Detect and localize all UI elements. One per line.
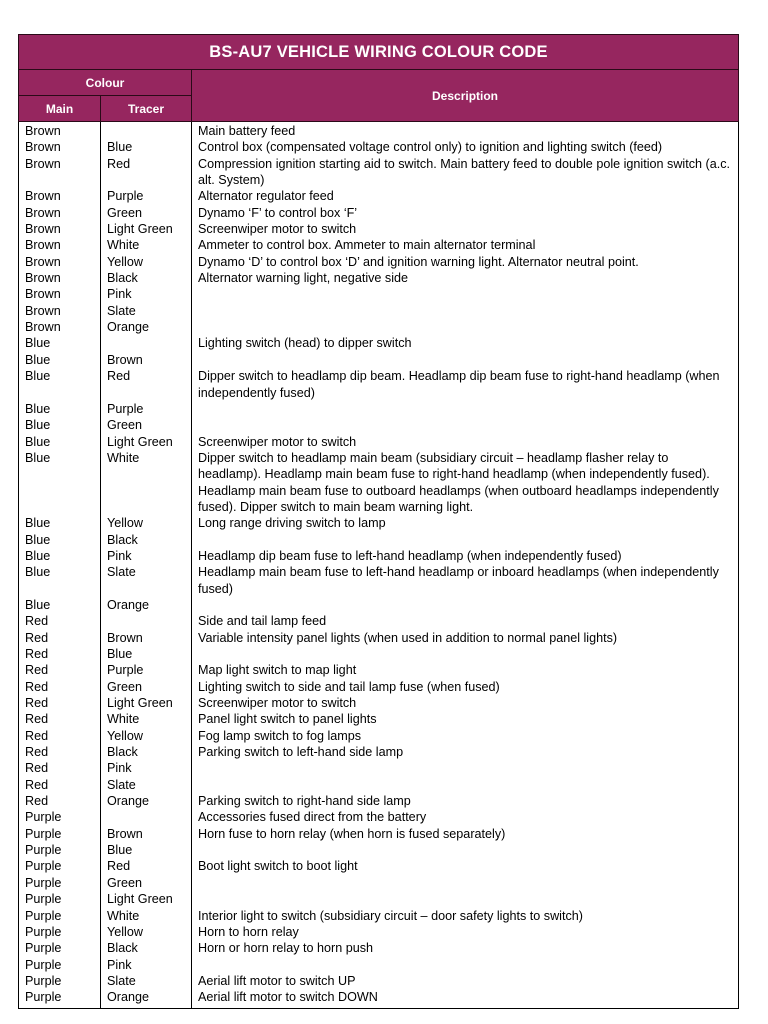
tracer-colour-cell: Blue bbox=[101, 139, 192, 155]
tracer-colour-cell: Purple bbox=[101, 662, 192, 678]
description-cell bbox=[192, 417, 739, 433]
table-row bbox=[19, 319, 739, 335]
main-colour-cell: Red bbox=[19, 695, 101, 711]
tracer-colour-cell: Black bbox=[101, 744, 192, 760]
description-cell: Accessories fused direct from the battery bbox=[192, 809, 739, 825]
tracer-colour-cell: Yellow bbox=[101, 924, 192, 940]
table-row bbox=[19, 728, 739, 744]
main-colour-cell: Brown bbox=[19, 139, 101, 155]
tracer-colour-cell bbox=[101, 809, 192, 825]
tracer-colour-cell: White bbox=[101, 908, 192, 924]
tracer-colour-cell bbox=[101, 613, 192, 629]
main-colour-cell: Purple bbox=[19, 924, 101, 940]
tracer-colour-cell: Slate bbox=[101, 973, 192, 989]
table-row bbox=[19, 434, 739, 450]
main-colour-cell: Blue bbox=[19, 368, 101, 401]
table-row bbox=[19, 662, 739, 678]
table-row bbox=[19, 417, 739, 433]
table-row bbox=[19, 908, 739, 924]
table-row bbox=[19, 940, 739, 956]
table-row bbox=[19, 450, 739, 515]
main-header: Main bbox=[19, 96, 101, 122]
main-colour-cell: Purple bbox=[19, 809, 101, 825]
main-colour-cell: Brown bbox=[19, 319, 101, 335]
description-cell: Aerial lift motor to switch UP bbox=[192, 973, 739, 989]
tracer-colour-cell: Blue bbox=[101, 842, 192, 858]
table-row bbox=[19, 989, 739, 1008]
colour-group-header: Colour bbox=[19, 70, 192, 96]
main-colour-cell: Purple bbox=[19, 973, 101, 989]
tracer-colour-cell: White bbox=[101, 450, 192, 515]
description-cell: Dipper switch to headlamp dip beam. Headlamp dip beam fuse to right-hand headlamp (when independently fused) bbox=[192, 368, 739, 401]
table-row bbox=[19, 515, 739, 531]
description-header: Description bbox=[192, 70, 739, 122]
main-colour-cell: Blue bbox=[19, 548, 101, 564]
description-cell bbox=[192, 760, 739, 776]
tracer-colour-cell: Green bbox=[101, 205, 192, 221]
main-colour-cell: Purple bbox=[19, 957, 101, 973]
tracer-colour-cell: Pink bbox=[101, 760, 192, 776]
description-cell: Dynamo ‘D’ to control box ‘D’ and ignition warning light. Alternator neutral point. bbox=[192, 254, 739, 270]
description-cell: Alternator regulator feed bbox=[192, 188, 739, 204]
table-row bbox=[19, 401, 739, 417]
main-colour-cell: Blue bbox=[19, 532, 101, 548]
description-cell bbox=[192, 532, 739, 548]
main-colour-cell: Red bbox=[19, 662, 101, 678]
table-row bbox=[19, 630, 739, 646]
tracer-colour-cell: Red bbox=[101, 368, 192, 401]
tracer-colour-cell: Brown bbox=[101, 630, 192, 646]
main-colour-cell: Purple bbox=[19, 842, 101, 858]
description-cell: Headlamp dip beam fuse to left-hand headlamp (when independently fused) bbox=[192, 548, 739, 564]
main-colour-cell: Red bbox=[19, 613, 101, 629]
main-colour-cell: Purple bbox=[19, 875, 101, 891]
table-row bbox=[19, 973, 739, 989]
description-cell: Screenwiper motor to switch bbox=[192, 695, 739, 711]
main-colour-cell: Brown bbox=[19, 254, 101, 270]
tracer-header: Tracer bbox=[101, 96, 192, 122]
tracer-colour-cell bbox=[101, 122, 192, 140]
description-cell: Main battery feed bbox=[192, 122, 739, 140]
table-row bbox=[19, 597, 739, 613]
table-row bbox=[19, 221, 739, 237]
table-row bbox=[19, 793, 739, 809]
tracer-colour-cell: Brown bbox=[101, 826, 192, 842]
main-colour-cell: Brown bbox=[19, 156, 101, 189]
table-row bbox=[19, 760, 739, 776]
tracer-colour-cell: Green bbox=[101, 875, 192, 891]
main-colour-cell: Blue bbox=[19, 335, 101, 351]
main-colour-cell: Red bbox=[19, 728, 101, 744]
main-colour-cell: Blue bbox=[19, 450, 101, 515]
description-cell: Lighting switch (head) to dipper switch bbox=[192, 335, 739, 351]
tracer-colour-cell: Light Green bbox=[101, 434, 192, 450]
description-cell: Dynamo ‘F’ to control box ‘F’ bbox=[192, 205, 739, 221]
table-row bbox=[19, 695, 739, 711]
main-colour-cell: Purple bbox=[19, 940, 101, 956]
tracer-colour-cell: Yellow bbox=[101, 728, 192, 744]
tracer-colour-cell: Black bbox=[101, 532, 192, 548]
table-row bbox=[19, 777, 739, 793]
main-colour-cell: Brown bbox=[19, 270, 101, 286]
table-row bbox=[19, 826, 739, 842]
description-cell: Horn to horn relay bbox=[192, 924, 739, 940]
table-row bbox=[19, 744, 739, 760]
description-cell: Dipper switch to headlamp main beam (subsidiary circuit – headlamp flasher relay to headlamp). Headlamp main beam fuse to right-hand headlamp (when independently fused). Headlamp main beam fuse to outboard headlamps (when outboard headlamps independently fused). Dipper switch to main beam warning light. bbox=[192, 450, 739, 515]
tracer-colour-cell: Black bbox=[101, 940, 192, 956]
description-cell: Lighting switch to side and tail lamp fuse (when fused) bbox=[192, 679, 739, 695]
tracer-colour-cell: Pink bbox=[101, 286, 192, 302]
description-cell bbox=[192, 352, 739, 368]
tracer-colour-cell: Blue bbox=[101, 646, 192, 662]
table-row bbox=[19, 875, 739, 891]
description-cell bbox=[192, 646, 739, 662]
description-cell: Horn or horn relay to horn push bbox=[192, 940, 739, 956]
tracer-colour-cell: Brown bbox=[101, 352, 192, 368]
main-colour-cell: Purple bbox=[19, 826, 101, 842]
table-row bbox=[19, 646, 739, 662]
tracer-colour-cell: White bbox=[101, 237, 192, 253]
tracer-colour-cell: Light Green bbox=[101, 221, 192, 237]
tracer-colour-cell: Light Green bbox=[101, 891, 192, 907]
description-cell: Screenwiper motor to switch bbox=[192, 221, 739, 237]
tracer-colour-cell: Orange bbox=[101, 793, 192, 809]
table-row bbox=[19, 368, 739, 401]
description-cell bbox=[192, 891, 739, 907]
description-cell: Headlamp main beam fuse to left-hand headlamp or inboard headlamps (when independently fused) bbox=[192, 564, 739, 597]
main-colour-cell: Red bbox=[19, 744, 101, 760]
table-row bbox=[19, 205, 739, 221]
main-colour-cell: Brown bbox=[19, 188, 101, 204]
description-cell: Interior light to switch (subsidiary circuit – door safety lights to switch) bbox=[192, 908, 739, 924]
description-cell bbox=[192, 842, 739, 858]
tracer-colour-cell: Black bbox=[101, 270, 192, 286]
table-row bbox=[19, 809, 739, 825]
main-colour-cell: Blue bbox=[19, 352, 101, 368]
main-colour-cell: Blue bbox=[19, 515, 101, 531]
main-colour-cell: Red bbox=[19, 646, 101, 662]
description-cell: Side and tail lamp feed bbox=[192, 613, 739, 629]
tracer-colour-cell: Slate bbox=[101, 303, 192, 319]
main-colour-cell: Brown bbox=[19, 286, 101, 302]
table-row bbox=[19, 254, 739, 270]
description-cell bbox=[192, 303, 739, 319]
tracer-colour-cell: Purple bbox=[101, 401, 192, 417]
tracer-colour-cell: Slate bbox=[101, 564, 192, 597]
description-cell: Map light switch to map light bbox=[192, 662, 739, 678]
table-row bbox=[19, 613, 739, 629]
main-colour-cell: Blue bbox=[19, 564, 101, 597]
tracer-colour-cell bbox=[101, 335, 192, 351]
main-colour-cell: Brown bbox=[19, 221, 101, 237]
description-cell: Control box (compensated voltage control only) to ignition and lighting switch (feed) bbox=[192, 139, 739, 155]
main-colour-cell: Red bbox=[19, 711, 101, 727]
main-colour-cell: Red bbox=[19, 793, 101, 809]
tracer-colour-cell: Light Green bbox=[101, 695, 192, 711]
table-row bbox=[19, 156, 739, 189]
description-cell: Alternator warning light, negative side bbox=[192, 270, 739, 286]
description-cell: Screenwiper motor to switch bbox=[192, 434, 739, 450]
description-cell bbox=[192, 286, 739, 302]
table-row bbox=[19, 679, 739, 695]
table-row bbox=[19, 957, 739, 973]
main-colour-cell: Purple bbox=[19, 908, 101, 924]
main-colour-cell: Blue bbox=[19, 597, 101, 613]
tracer-colour-cell: Pink bbox=[101, 548, 192, 564]
main-colour-cell: Purple bbox=[19, 858, 101, 874]
wiring-colour-code-sheet bbox=[18, 34, 738, 1009]
main-colour-cell: Brown bbox=[19, 237, 101, 253]
description-cell bbox=[192, 597, 739, 613]
description-cell bbox=[192, 401, 739, 417]
description-cell: Parking switch to right-hand side lamp bbox=[192, 793, 739, 809]
tracer-colour-cell: Orange bbox=[101, 597, 192, 613]
description-cell: Boot light switch to boot light bbox=[192, 858, 739, 874]
main-colour-cell: Red bbox=[19, 777, 101, 793]
table-row bbox=[19, 303, 739, 319]
description-cell: Variable intensity panel lights (when used in addition to normal panel lights) bbox=[192, 630, 739, 646]
table-row bbox=[19, 139, 739, 155]
tracer-colour-cell: Red bbox=[101, 156, 192, 189]
tracer-colour-cell: Green bbox=[101, 417, 192, 433]
tracer-colour-cell: Orange bbox=[101, 989, 192, 1008]
table-row bbox=[19, 842, 739, 858]
table-row bbox=[19, 532, 739, 548]
document-title-text: BS-AU7 VEHICLE WIRING COLOUR CODE bbox=[209, 42, 548, 61]
table-body bbox=[19, 122, 739, 1009]
main-colour-cell: Red bbox=[19, 679, 101, 695]
tracer-colour-cell: Orange bbox=[101, 319, 192, 335]
table-row bbox=[19, 352, 739, 368]
tracer-colour-cell: Purple bbox=[101, 188, 192, 204]
main-colour-cell: Blue bbox=[19, 434, 101, 450]
description-cell bbox=[192, 957, 739, 973]
main-colour-cell: Blue bbox=[19, 401, 101, 417]
wiring-colour-table bbox=[18, 34, 739, 1009]
table-row bbox=[19, 564, 739, 597]
main-colour-cell: Purple bbox=[19, 891, 101, 907]
main-colour-cell: Purple bbox=[19, 989, 101, 1008]
table-row bbox=[19, 237, 739, 253]
tracer-colour-cell: Red bbox=[101, 858, 192, 874]
table-row bbox=[19, 286, 739, 302]
table-row bbox=[19, 548, 739, 564]
description-cell bbox=[192, 319, 739, 335]
table-row bbox=[19, 122, 739, 140]
tracer-colour-cell: Yellow bbox=[101, 254, 192, 270]
tracer-colour-cell: Pink bbox=[101, 957, 192, 973]
main-colour-cell: Red bbox=[19, 760, 101, 776]
main-colour-cell: Brown bbox=[19, 122, 101, 140]
description-cell: Panel light switch to panel lights bbox=[192, 711, 739, 727]
description-cell: Ammeter to control box. Ammeter to main alternator terminal bbox=[192, 237, 739, 253]
main-colour-cell: Brown bbox=[19, 303, 101, 319]
main-colour-cell: Red bbox=[19, 630, 101, 646]
description-cell bbox=[192, 777, 739, 793]
description-cell: Aerial lift motor to switch DOWN bbox=[192, 989, 739, 1008]
tracer-colour-cell: White bbox=[101, 711, 192, 727]
table-row bbox=[19, 924, 739, 940]
document-title bbox=[19, 35, 739, 70]
table-row bbox=[19, 858, 739, 874]
main-colour-cell: Blue bbox=[19, 417, 101, 433]
tracer-colour-cell: Yellow bbox=[101, 515, 192, 531]
table-row bbox=[19, 891, 739, 907]
table-row bbox=[19, 335, 739, 351]
table-row bbox=[19, 270, 739, 286]
description-cell bbox=[192, 875, 739, 891]
description-cell: Compression ignition starting aid to switch. Main battery feed to double pole ignition switch (a.c. alt. System) bbox=[192, 156, 739, 189]
tracer-colour-cell: Slate bbox=[101, 777, 192, 793]
tracer-colour-cell: Green bbox=[101, 679, 192, 695]
description-cell: Fog lamp switch to fog lamps bbox=[192, 728, 739, 744]
table-row bbox=[19, 711, 739, 727]
description-cell: Parking switch to left-hand side lamp bbox=[192, 744, 739, 760]
description-cell: Horn fuse to horn relay (when horn is fused separately) bbox=[192, 826, 739, 842]
description-cell: Long range driving switch to lamp bbox=[192, 515, 739, 531]
main-colour-cell: Brown bbox=[19, 205, 101, 221]
table-header bbox=[19, 35, 739, 122]
table-row bbox=[19, 188, 739, 204]
